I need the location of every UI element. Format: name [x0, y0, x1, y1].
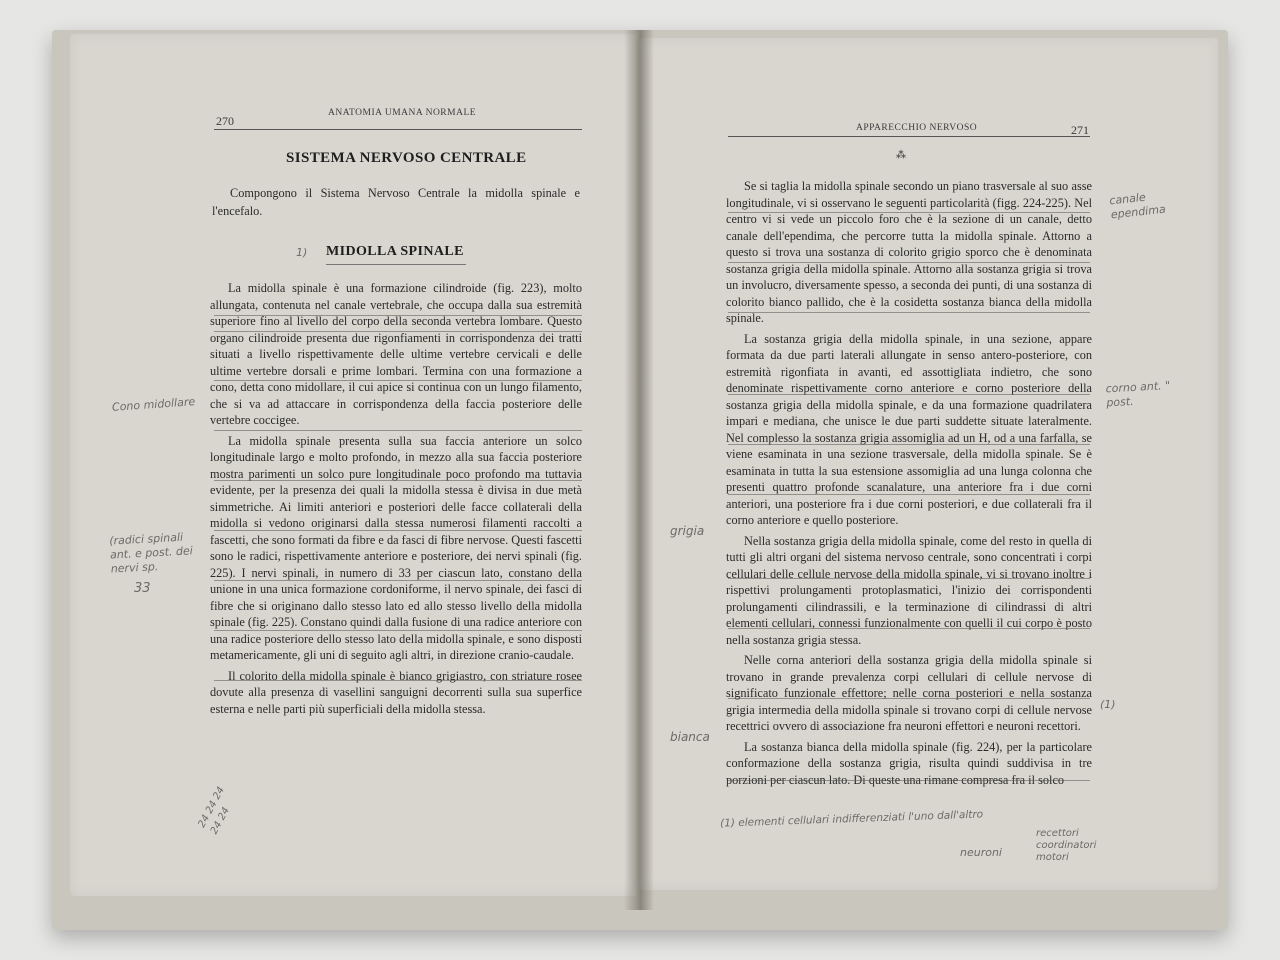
running-head-right: APPARECCHIO NERVOSO: [856, 123, 978, 133]
right-paragraph: La sostanza grigia della midolla spinale, in una sezione, appare formata da due parti laterali allungate in senso antero-posteriore, con estremità rigonfiata in avanti, ed assottigliata indietro, che sono denominate rispettivamente corno anteriore e corno posteriore della sostanza grigia della midolla spinale, e da una formazione quadrilatera impari e mediana, che unisce le due parti suddette situate lateralmente. Nel complesso la sostanza grigia assomiglia ad un H, od a una farfalla, se viene esaminata in una sezione trasversale, della midolla spinale. Se è esaminata in tutta la sua estensione assomiglia ad una lunga colonna che presenti quattro profonde scanalature, una anteriore fra i due corni anteriori, una posteriore fra i due corni posteriori, e due collaterali fra il corno anteriore e quello posteriore.: [726, 331, 1092, 527]
right-paragraph: Se si taglia la midolla spinale secondo un piano trasversale al suo asse longitudinale, vi si osservano le seguenti particolarità (figg. 224-225). Nel centro vi si vede un piccolo foro che è la sezione di un canale, detto canale dell'ependima, che percorre tutta la midolla spinale. Attorno a questo si trova una sostanza di colorito grigio sporco che è denominata sostanza grigia della midolla spinale. Attorno alla sostanza grigia si trova un involucro, diversamente spesso, a seconda dei punti, di una sostanza di colorito bianco pallido, che è la cosidetta sostanza bianca della midolla spinale.: [726, 179, 1092, 325]
pencil-underline: [214, 315, 582, 316]
margin-note: Cono midollare: [111, 395, 196, 414]
left-paragraph: La midolla spinale è una formazione cilindroide (fig. 223), molto allungata, contenuta nel canale vertebrale, che occupa dalla sua estremità superiore fino al livello del corpo della seconda vertebra lombare. Questo organo cilindroide presenta due rigonfiamenti in corrispondenza dei tratti situati a livello rispettivamente delle ultime vertebre cervicali e delle ultime vertebre dorsali e prime lombari. Termina con una formazione a cono, detta cono midollare, il cui apice si continua con un lungo filamento, che si va ad attaccare in corrispondenza della faccia posteriore delle vertebre coccigee.: [210, 281, 582, 427]
left-body: [210, 280, 582, 721]
pencil-underline: [214, 430, 582, 431]
margin-note: 24 24 24 24 24: [196, 785, 232, 837]
margin-note: neuroni: [960, 846, 1002, 859]
asterism: ⁂: [896, 150, 905, 161]
pencil-underline: [728, 444, 1090, 445]
pencil-underline: [728, 394, 1090, 395]
header-rule-left: [214, 129, 582, 130]
margin-note: grigia: [670, 524, 705, 538]
left-paragraph: La midolla spinale presenta sulla sua faccia anteriore un solco longitudinale largo e molto profondo, in mezzo alla sua faccia posteriore mostra parimenti un solco pure longitudinale poco profondo ma tuttavia evidente, per la presenza dei quali la midolla stessa è divisa in due metà simmetriche. Ai limiti anteriori e posteriori delle facce collaterali della midolla si vedono originarsi dalla stessa numerosi filamenti raccolti a fascetti, che sono formati da fibre e da fasci di fibre nervose. Questi fascetti sono le radici, rispettivamente anteriore e posteriore, dei nervi spinali (fig. 225). I nervi spinali, in numero di 33 per ciascun lato, constano della unione in una unica formazione cordoniforme, il nervo spinale, dei fasci di fibre che si originano dallo stesso lato ed allo stesso livello della midolla spinale (fig. 225). Constano quindi dalla fusione di una radice anteriore con una radice posteriore dello stesso lato della midolla spinale, e sono disposti metamericamente, gli uni di seguito agli altri, in direzione cranio-caudale.: [210, 433, 582, 662]
pencil-underline: [214, 480, 582, 481]
margin-note: canale ependima: [1108, 190, 1167, 222]
right-paragraph: La sostanza bianca della midolla spinale (fig. 224), per la particolare conformazione della sostanza grigia, risulta quindi suddivisa in tre porzioni per ciascun lato. Di queste una rimane compresa fra il solco: [726, 739, 1092, 787]
pencil-underline: [728, 262, 1090, 263]
margin-note: (1): [1100, 698, 1116, 711]
subsection-title: MIDOLLA SPINALE: [326, 244, 464, 259]
header-rule-right: [728, 136, 1090, 137]
pencil-underline: [728, 578, 1090, 579]
running-head-left: ANATOMIA UMANA NORMALE: [328, 108, 477, 118]
margin-note: recettori coordinatori motori: [1036, 828, 1097, 863]
footnote-handwritten: (1) elementi cellulari indifferenziati l'uno dall'altro: [719, 808, 984, 830]
pencil-underline: [728, 312, 1090, 313]
pencil-underline: [728, 494, 1090, 495]
pencil-underline: [214, 331, 582, 332]
pencil-underline: [728, 212, 1090, 213]
left-paragraph: Il colorito della midolla spinale è bianco grigiastro, con striature rosee dovute alla presenza di vasellini sanguigni decorrenti sulla sua superfice esterna e nelle parti più superficiali della midolla stessa.: [210, 668, 582, 716]
margin-note: 33: [134, 581, 151, 596]
pencil-underline: [214, 630, 582, 631]
left-page: [70, 34, 636, 896]
page-number-right: 271: [1071, 123, 1089, 137]
right-paragraph: Nella sostanza grigia della midolla spinale, come del resto in quella di tutti gli altri organi del sistema nervoso centrale, sono concentrati i corpi cellulari delle cellule nervose della midolla spinale, vi si trovano inoltre i rispettivi prolungamenti protoplasmatici, l'inizio dei corrispondenti prolungamenti cilindrassili, e la terminazione di cilindrassi di altri elementi cellulari, connessi funzionalmente con quelli il cui corpo è posto nella sostanza grigia stessa.: [726, 533, 1092, 647]
intro-text: Compongono il Sistema Nervoso Centrale la midolla spinale e l'encefalo.: [212, 186, 580, 218]
margin-note: (radici spinali ant. e post. dei nervi sp.: [108, 530, 194, 576]
page-number-left: 270: [216, 114, 234, 128]
margin-note: bianca: [670, 730, 710, 744]
margin-note: corno ant. " post.: [1105, 378, 1171, 410]
pencil-underline: [214, 530, 582, 531]
subsection-underline: [326, 264, 466, 265]
right-body: [726, 178, 1092, 792]
pencil-underline: [728, 780, 1090, 781]
section-title: SISTEMA NERVOSO CENTRALE: [286, 150, 527, 166]
right-paragraph: Nelle corna anteriori della sostanza grigia della midolla spinale si trovano in grande prevalenza corpi cellulari di cellule nervose di significato funzionale effettore; nelle corna posteriori e nella sostanza grigia intermedia della midolla spinale si trovano corpi di cellule nervose recettrici ovvero di associazione fra neuroni effettori e neuroni recettori.: [726, 653, 1092, 733]
pencil-underline: [214, 580, 582, 581]
right-page: [640, 38, 1218, 890]
book-gutter: [624, 30, 654, 910]
pencil-underline: [214, 380, 582, 381]
subsection-marker: 1): [296, 246, 308, 259]
pencil-underline: [214, 680, 582, 681]
pencil-underline: [728, 698, 1090, 699]
pencil-underline: [728, 628, 1090, 629]
